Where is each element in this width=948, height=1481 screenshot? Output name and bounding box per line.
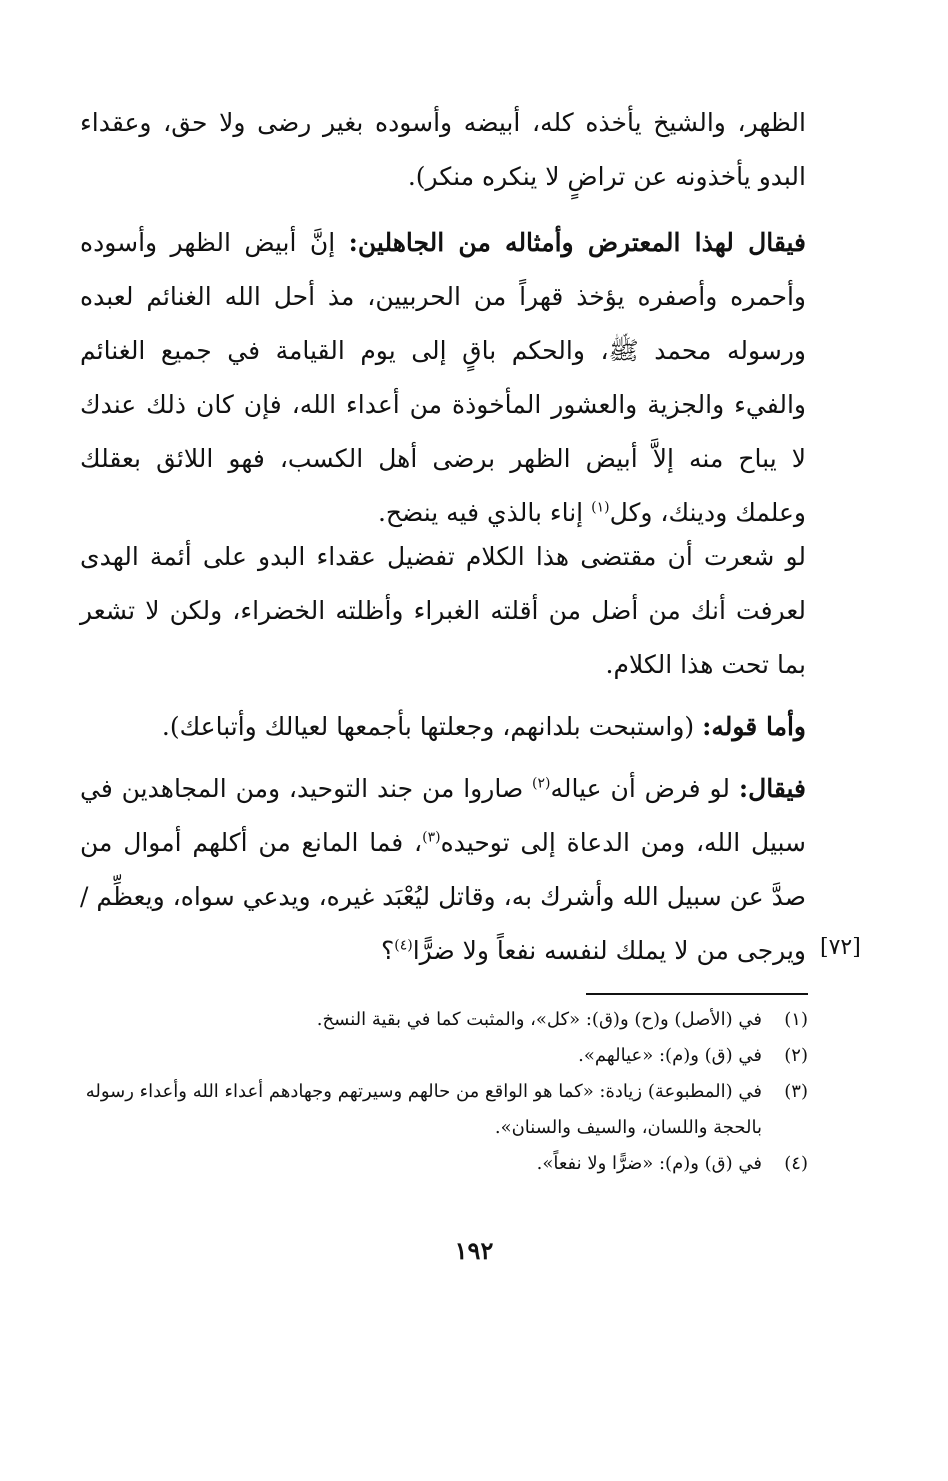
paragraph-4-lead: وأما قوله: [702, 712, 806, 741]
paragraph-5-end: ؟ [380, 936, 395, 965]
footnote-ref-3: (٣) [422, 829, 441, 846]
footnote-number: (٣) [784, 1081, 808, 1102]
footnote-text: في (ق) و(م): «عيالهم». [578, 1045, 762, 1066]
paragraph-5-part-a: لو فرض أن عياله [550, 774, 739, 803]
footnote-item [80, 1002, 808, 1038]
paragraph-1 [80, 96, 806, 204]
paragraph-3-text: لو شعرت أن مقتضى هذا الكلام تفضيل عقداء البدو على أئمة الهدى لعرفت أنك من أضل من أقلته الغبراء وأظلته الخضراء، ولكن لا تشعر بما تحت هذا الكلام. [80, 542, 806, 679]
footnote-ref-4: (٤) [394, 937, 413, 954]
footnotes [80, 1002, 808, 1182]
paragraph-5-lead: فيقال: [738, 774, 806, 803]
paragraph-5 [80, 762, 806, 978]
footnote-number: (٤) [784, 1153, 808, 1174]
paragraph-3 [80, 530, 806, 692]
footnote-text: في (المطبوعة) زيادة: «كما هو الواقع من حالهم وسيرتهم وجهادهم أعداء الله وأعداء رسوله بالحجة واللسان، والسيف والسنان». [85, 1081, 762, 1138]
manuscript-page-marker: [٧٢] [820, 935, 861, 960]
footnote-number: (٢) [784, 1045, 808, 1066]
paragraph-2-end: إناء بالذي فيه ينضح. [377, 498, 592, 527]
paragraph-2-body: إنَّ أبيض الظهر وأسوده وأحمره وأصفره يؤخذ قهراً من الحربيين، مذ أحل الله الغنائم لعبده ورسوله محمد ﷺ، والحكم باقٍ إلى يوم القيامة في جميع الغنائم والفيء والجزية والعشور المأخوذة من أعداء الله، فإن كان ذلك عندك لا يباح منه إلاَّ أبيض الظهر برضى أهل الكسب، فهو اللائق بعقلك وعلمك ودينك، وكل [80, 228, 806, 527]
footnote-text: في (ق) و(م): «ضرًّا ولا نفعاً». [536, 1153, 762, 1174]
footnote-ref-2: (٢) [532, 775, 551, 792]
paragraph-1-text: الظهر، والشيخ يأخذه كله، أبيضه وأسوده بغير رضى ولا حق، وعقداء البدو يأخذونه عن تراضٍ لا ينكره منكر). [80, 108, 806, 191]
paragraph-4-body: (واستبحت بلدانهم، وجعلتها بأجمعها لعيالك وأتباعك). [161, 712, 703, 741]
paragraph-5-part-c: ، فما المانع من أكلهم أموال من صدَّ عن سبيل الله وأشرك به، وقاتل ليُعْبَد غيره، ويدعي سواه، ويعظِّم / ويرجى من لا يملك لنفسه نفعاً ولا ضرًّا [80, 828, 806, 965]
footnote-text: في (الأصل) و(ح) و(ق): «كل»، والمثبت كما في بقية النسخ. [316, 1009, 762, 1030]
paragraph-5-part-b: صاروا من جند التوحيد، ومن المجاهدين في سبيل الله، ومن الدعاة إلى توحيده [80, 774, 806, 857]
paragraph-2 [80, 216, 806, 540]
paragraph-2-lead: فيقال لهذا المعترض وأمثاله من الجاهلين: [348, 228, 806, 257]
footnote-item [80, 1146, 808, 1182]
footnote-separator [586, 993, 808, 995]
footnote-number: (١) [784, 1009, 808, 1030]
paragraph-4 [80, 700, 806, 754]
footnote-item [80, 1074, 808, 1146]
footnote-ref-1: (١) [591, 499, 610, 516]
page-number: ١٩٢ [454, 1236, 494, 1265]
footnote-item [80, 1038, 808, 1074]
